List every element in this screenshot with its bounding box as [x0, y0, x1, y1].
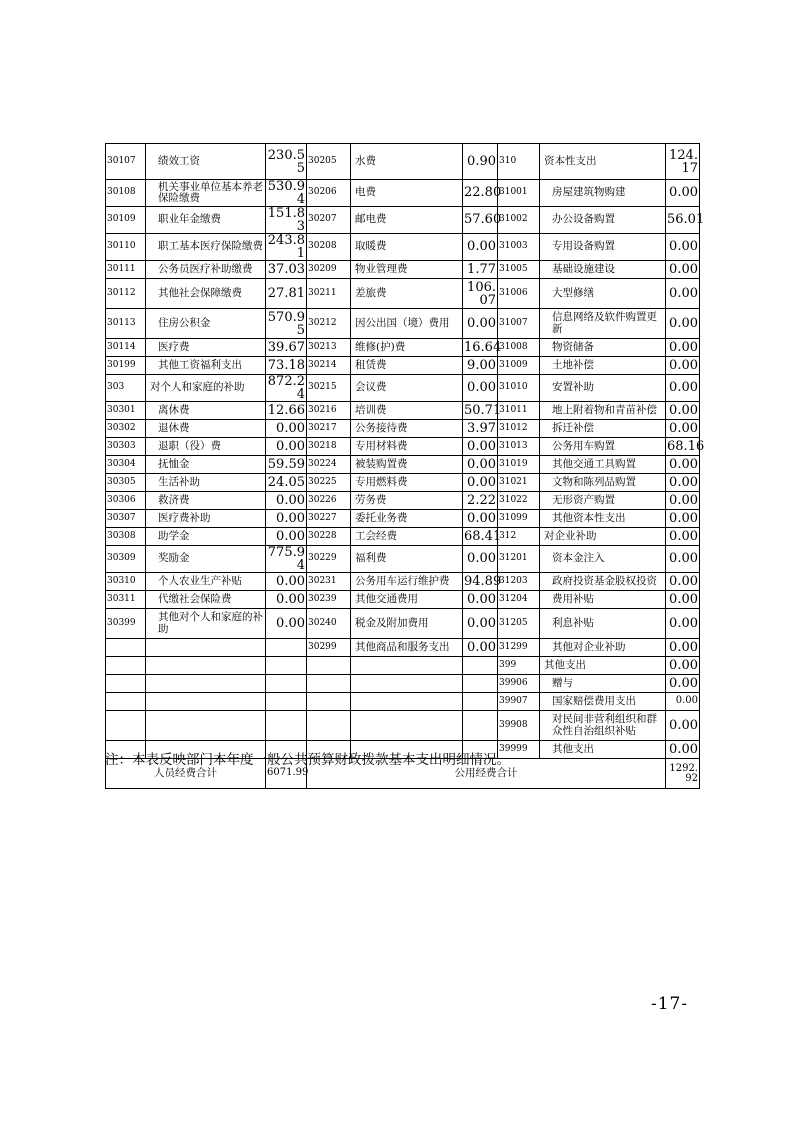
- amount-cell: 0.00: [463, 609, 498, 639]
- account-name-cell: 租赁费: [351, 357, 463, 375]
- account-name-cell: [351, 657, 463, 675]
- amount-cell: 9.00: [463, 357, 498, 375]
- account-name-cell: 福利费: [351, 546, 463, 573]
- account-name-cell: 费用补贴: [540, 591, 666, 609]
- account-code-cell: 31022: [498, 492, 540, 510]
- account-name-cell: 其他工资福利支出: [146, 357, 266, 375]
- account-name-cell: 税金及附加费用: [351, 609, 463, 639]
- amount-cell: 39.67: [266, 339, 307, 357]
- account-code-cell: [307, 657, 351, 675]
- account-code-cell: 30306: [106, 492, 146, 510]
- table-row: [106, 546, 700, 573]
- account-code-cell: 39999: [498, 741, 540, 759]
- account-name-cell: 专用设备购置: [540, 234, 666, 261]
- table-note: 注：本表反映部门本年度一般公共预算财政拨款基本支出明细情况。: [105, 752, 510, 768]
- account-code-cell: 30217: [307, 420, 351, 438]
- account-name-cell: 专用材料费: [351, 438, 463, 456]
- table-row: [106, 339, 700, 357]
- account-code-cell: 31019: [498, 456, 540, 474]
- account-code-cell: [307, 711, 351, 741]
- account-name-cell: 基础设施建设: [540, 261, 666, 279]
- account-name-cell: 培训费: [351, 402, 463, 420]
- table-row: [106, 402, 700, 420]
- table-row: [106, 657, 700, 675]
- account-name-cell: 其他支出: [540, 741, 666, 759]
- amount-cell: 1.77: [463, 261, 498, 279]
- account-code-cell: 30218: [307, 438, 351, 456]
- account-name-cell: 救济费: [146, 492, 266, 510]
- amount-cell: 0.00: [266, 510, 307, 528]
- account-code-cell: 30111: [106, 261, 146, 279]
- amount-cell: 0.00: [463, 474, 498, 492]
- amount-cell: 0.00: [666, 546, 700, 573]
- amount-cell: 0.00: [266, 528, 307, 546]
- table-row: [106, 456, 700, 474]
- account-code-cell: 31001: [498, 180, 540, 207]
- amount-cell: 0.00: [666, 492, 700, 510]
- amount-cell: 0.00: [666, 339, 700, 357]
- amount-cell: 0.00: [666, 609, 700, 639]
- account-code-cell: 30231: [307, 573, 351, 591]
- amount-cell: 0.00: [666, 510, 700, 528]
- account-code-cell: [106, 657, 146, 675]
- amount-cell: 0.00: [666, 456, 700, 474]
- account-code-cell: 30205: [307, 144, 351, 180]
- account-code-cell: 31002: [498, 207, 540, 234]
- table-row: [106, 420, 700, 438]
- account-code-cell: 30309: [106, 546, 146, 573]
- amount-cell: 0.00: [463, 546, 498, 573]
- table-row: [106, 591, 700, 609]
- account-name-cell: 被装购置费: [351, 456, 463, 474]
- account-code-cell: 30303: [106, 438, 146, 456]
- account-code-cell: 31007: [498, 309, 540, 339]
- account-name-cell: 助学金: [146, 528, 266, 546]
- account-name-cell: 水费: [351, 144, 463, 180]
- account-code-cell: 310: [498, 144, 540, 180]
- table-row: [106, 234, 700, 261]
- account-code-cell: 30112: [106, 279, 146, 309]
- account-code-cell: 30110: [106, 234, 146, 261]
- table-row: [106, 261, 700, 279]
- account-code-cell: 31012: [498, 420, 540, 438]
- account-name-cell: 其他商品和服务支出: [351, 639, 463, 657]
- account-name-cell: 奖励金: [146, 546, 266, 573]
- amount-cell: 530.94: [266, 180, 307, 207]
- account-name-cell: 抚恤金: [146, 456, 266, 474]
- account-code-cell: [106, 639, 146, 657]
- table-row: [106, 573, 700, 591]
- account-code-cell: 30304: [106, 456, 146, 474]
- account-name-cell: [146, 693, 266, 711]
- account-code-cell: 31201: [498, 546, 540, 573]
- account-name-cell: 劳务费: [351, 492, 463, 510]
- amount-cell: 0.00: [463, 375, 498, 402]
- amount-cell: 230.55: [266, 144, 307, 180]
- amount-cell: 56.01: [666, 207, 700, 234]
- account-name-cell: 政府投资基金股权投资: [540, 573, 666, 591]
- basic-expenditure-table: [105, 143, 705, 789]
- account-code-cell: 30302: [106, 420, 146, 438]
- table-row: [106, 279, 700, 309]
- table-row: [106, 711, 700, 741]
- amount-cell: 68.41: [464, 528, 502, 544]
- account-name-cell: 因公出国（境）费用: [351, 309, 463, 339]
- amount-cell: 872.24: [266, 375, 307, 402]
- account-code-cell: 30114: [106, 339, 146, 357]
- account-code-cell: 30215: [307, 375, 351, 402]
- account-code-cell: 303: [106, 375, 146, 402]
- amount-cell: 0.00: [666, 309, 700, 339]
- account-name-cell: 对民间非营利组织和群众性自治组织补贴: [540, 711, 666, 741]
- amount-cell: 0.00: [666, 675, 700, 693]
- account-code-cell: 30213: [307, 339, 351, 357]
- account-code-cell: 30301: [106, 402, 146, 420]
- amount-cell: 124.17: [666, 144, 700, 180]
- account-name-cell: 职业年金缴费: [146, 207, 266, 234]
- account-code-cell: 30214: [307, 357, 351, 375]
- account-code-cell: 30225: [307, 474, 351, 492]
- account-code-cell: 31204: [498, 591, 540, 609]
- account-code-cell: 31299: [498, 639, 540, 657]
- account-name-cell: 公务接待费: [351, 420, 463, 438]
- table-row: [106, 675, 700, 693]
- table-row: [106, 207, 700, 234]
- amount-cell: 0.00: [463, 438, 498, 456]
- account-code-cell: 30208: [307, 234, 351, 261]
- amount-cell: 22.80: [463, 180, 498, 207]
- account-name-cell: 其他社会保障缴费: [146, 279, 266, 309]
- amount-cell: 0.00: [666, 279, 700, 309]
- account-code-cell: 30227: [307, 510, 351, 528]
- account-code-cell: 31099: [498, 510, 540, 528]
- account-code-cell: 31005: [498, 261, 540, 279]
- account-name-cell: 其他交通费用: [351, 591, 463, 609]
- amount-cell: 0.00: [666, 474, 700, 492]
- account-code-cell: 30240: [307, 609, 351, 639]
- account-name-cell: 物业管理费: [351, 261, 463, 279]
- account-code-cell: 30207: [307, 207, 351, 234]
- amount-cell: 0.00: [266, 591, 307, 609]
- amount-cell: 0.00: [666, 528, 700, 546]
- table-row: [106, 510, 700, 528]
- account-code-cell: 30310: [106, 573, 146, 591]
- amount-cell: 570.95: [266, 309, 307, 339]
- account-name-cell: 医疗费: [146, 339, 266, 357]
- amount-cell: 0.00: [463, 510, 498, 528]
- amount-cell: 0.00: [666, 402, 700, 420]
- account-code-cell: 30211: [307, 279, 351, 309]
- account-name-cell: [351, 675, 463, 693]
- account-name-cell: 国家赔偿费用支出: [540, 693, 666, 711]
- account-code-cell: 30226: [307, 492, 351, 510]
- account-name-cell: 办公设备购置: [540, 207, 666, 234]
- amount-cell: 0.00: [666, 591, 700, 609]
- amount-cell: [463, 693, 498, 711]
- amount-cell: 73.18: [266, 357, 307, 375]
- account-name-cell: 公务用车运行维护费: [351, 573, 463, 591]
- account-name-cell: 其他交通工具购置: [540, 456, 666, 474]
- amount-cell: [266, 711, 307, 741]
- amount-cell: 57.60: [463, 207, 498, 234]
- amount-cell: 0.00: [666, 357, 700, 375]
- amount-cell: [266, 657, 307, 675]
- account-code-cell: 31008: [498, 339, 540, 357]
- table-row: [106, 693, 700, 711]
- account-name-cell: 差旅费: [351, 279, 463, 309]
- account-code-cell: 31203: [498, 573, 540, 591]
- account-name-cell: 绩效工资: [146, 144, 266, 180]
- amount-cell: [266, 693, 307, 711]
- account-code-cell: 30308: [106, 528, 146, 546]
- amount-cell: 2.22: [463, 492, 498, 510]
- account-name-cell: [351, 693, 463, 711]
- account-code-cell: 30228: [307, 528, 351, 546]
- account-name-cell: 对企业补助: [540, 528, 666, 546]
- page-number: -17-: [651, 994, 689, 1014]
- account-code-cell: 30299: [307, 639, 351, 657]
- amount-cell: 0.00: [463, 456, 498, 474]
- account-code-cell: 31011: [498, 402, 540, 420]
- account-code-cell: 30229: [307, 546, 351, 573]
- account-name-cell: 房屋建筑物购建: [540, 180, 666, 207]
- account-code-cell: 30113: [106, 309, 146, 339]
- table-row: [106, 492, 700, 510]
- account-code-cell: 31006: [498, 279, 540, 309]
- public-total-label: 公用经费合计: [307, 759, 666, 789]
- account-name-cell: 会议费: [351, 375, 463, 402]
- amount-cell: [463, 675, 498, 693]
- account-name-cell: 邮电费: [351, 207, 463, 234]
- account-name-cell: 其他支出: [540, 657, 666, 675]
- account-name-cell: 公务员医疗补助缴费: [146, 261, 266, 279]
- account-name-cell: 对个人和家庭的补助: [146, 375, 266, 402]
- amount-cell: 106.07: [463, 279, 498, 309]
- amount-cell: 27.81: [266, 279, 307, 309]
- account-code-cell: [106, 675, 146, 693]
- personnel-total-value: 6071.99: [266, 759, 307, 789]
- account-code-cell: 30108: [106, 180, 146, 207]
- amount-cell: 50.71: [464, 402, 502, 418]
- account-code-cell: 30305: [106, 474, 146, 492]
- account-name-cell: 其他对企业补助: [540, 639, 666, 657]
- amount-cell: 0.00: [666, 639, 700, 657]
- account-name-cell: [146, 639, 266, 657]
- account-name-cell: 维修(护)费: [351, 339, 463, 357]
- account-name-cell: 取暖费: [351, 234, 463, 261]
- account-name-cell: 住房公积金: [146, 309, 266, 339]
- account-code-cell: 30109: [106, 207, 146, 234]
- table-body: [106, 144, 705, 789]
- amount-cell: 0.00: [666, 180, 700, 207]
- amount-cell: 0.00: [266, 420, 307, 438]
- account-code-cell: 31010: [498, 375, 540, 402]
- account-name-cell: 物资储备: [540, 339, 666, 357]
- account-code-cell: 30239: [307, 591, 351, 609]
- amount-cell: 0.00: [666, 375, 700, 402]
- account-name-cell: 地上附着物和青苗补偿: [540, 402, 666, 420]
- public-total-value: 1292.92: [666, 759, 700, 789]
- account-code-cell: 31003: [498, 234, 540, 261]
- account-code-cell: 31205: [498, 609, 540, 639]
- account-name-cell: 其他对个人和家庭的补助: [146, 609, 266, 639]
- account-name-cell: 机关事业单位基本养老保险缴费: [146, 180, 266, 207]
- account-name-cell: 无形资产购置: [540, 492, 666, 510]
- account-name-cell: 个人农业生产补贴: [146, 573, 266, 591]
- amount-cell: 3.97: [463, 420, 498, 438]
- account-name-cell: 土地补偿: [540, 357, 666, 375]
- account-name-cell: 医疗费补助: [146, 510, 266, 528]
- amount-cell: 0.00: [463, 591, 498, 609]
- account-code-cell: [106, 711, 146, 741]
- amount-cell: 0.00: [666, 261, 700, 279]
- table-row: [106, 144, 700, 180]
- account-code-cell: 30209: [307, 261, 351, 279]
- amount-cell: 24.05: [266, 474, 307, 492]
- table-row: [106, 528, 700, 546]
- amount-cell: 59.59: [266, 456, 307, 474]
- amount-cell: 0.00: [666, 234, 700, 261]
- amount-cell: [463, 657, 498, 675]
- amount-cell: 0.00: [666, 711, 700, 741]
- account-name-cell: 专用燃料费: [351, 474, 463, 492]
- account-name-cell: 文物和陈列品购置: [540, 474, 666, 492]
- account-name-cell: 大型修缮: [540, 279, 666, 309]
- amount-cell: 0.00: [666, 693, 700, 711]
- amount-cell: 0.00: [266, 438, 307, 456]
- table-row: [106, 438, 700, 456]
- amount-cell: 243.81: [266, 234, 307, 261]
- amount-cell: 16.64: [464, 339, 502, 355]
- account-code-cell: 31021: [498, 474, 540, 492]
- personnel-total-label: 人员经费合计: [106, 759, 266, 789]
- account-name-cell: 资本金注入: [540, 546, 666, 573]
- account-name-cell: 赠与: [540, 675, 666, 693]
- account-name-cell: 工会经费: [351, 528, 463, 546]
- account-name-cell: 安置补助: [540, 375, 666, 402]
- account-code-cell: 31013: [498, 438, 540, 456]
- account-name-cell: 委托业务费: [351, 510, 463, 528]
- account-code-cell: [307, 693, 351, 711]
- amount-cell: 94.89: [464, 573, 502, 589]
- amount-cell: 0.90: [463, 144, 498, 180]
- account-code-cell: 39908: [498, 711, 540, 741]
- table-row: [106, 609, 700, 639]
- account-name-cell: 拆迁补偿: [540, 420, 666, 438]
- account-code-cell: 30224: [307, 456, 351, 474]
- amount-cell: 0.00: [266, 609, 307, 639]
- amount-cell: 0.00: [666, 657, 700, 675]
- account-code-cell: 30307: [106, 510, 146, 528]
- account-name-cell: 退职（役）费: [146, 438, 266, 456]
- amount-cell: [266, 639, 307, 657]
- account-name-cell: [351, 711, 463, 741]
- account-name-cell: [146, 675, 266, 693]
- account-code-cell: 312: [498, 528, 540, 546]
- amount-cell: 0.00: [266, 492, 307, 510]
- amount-cell: 12.66: [266, 402, 307, 420]
- amount-cell: 0.00: [666, 573, 700, 591]
- account-code-cell: [106, 693, 146, 711]
- account-code-cell: 30399: [106, 609, 146, 639]
- amount-cell: 0.00: [666, 741, 700, 759]
- account-code-cell: 30212: [307, 309, 351, 339]
- amount-cell: 0.00: [666, 420, 700, 438]
- amount-cell: 0.00: [463, 234, 498, 261]
- account-name-cell: 其他资本性支出: [540, 510, 666, 528]
- account-code-cell: 39907: [498, 693, 540, 711]
- account-code-cell: 30199: [106, 357, 146, 375]
- account-name-cell: 信息网络及软件购置更新: [540, 309, 666, 339]
- amount-cell: [266, 675, 307, 693]
- table-row: [106, 474, 700, 492]
- account-name-cell: [146, 657, 266, 675]
- account-name-cell: 退休费: [146, 420, 266, 438]
- account-name-cell: 离休费: [146, 402, 266, 420]
- amount-cell: 68.16: [667, 438, 705, 454]
- amount-cell: 151.83: [266, 207, 307, 234]
- account-code-cell: 30216: [307, 402, 351, 420]
- table-row: [106, 357, 700, 375]
- account-code-cell: 30107: [106, 144, 146, 180]
- amount-cell: 775.94: [266, 546, 307, 573]
- account-code-cell: 30311: [106, 591, 146, 609]
- account-code-cell: 39906: [498, 675, 540, 693]
- account-name-cell: 利息补贴: [540, 609, 666, 639]
- account-name-cell: [146, 711, 266, 741]
- account-name-cell: 代缴社会保险费: [146, 591, 266, 609]
- table-row: [106, 309, 700, 339]
- account-code-cell: [307, 675, 351, 693]
- amount-cell: 0.00: [463, 309, 498, 339]
- account-name-cell: 资本性支出: [540, 144, 666, 180]
- amount-cell: 0.00: [463, 639, 498, 657]
- amount-cell: 37.03: [266, 261, 307, 279]
- account-name-cell: 生活补助: [146, 474, 266, 492]
- amount-cell: 0.00: [266, 573, 307, 591]
- account-code-cell: 31009: [498, 357, 540, 375]
- account-name-cell: 电费: [351, 180, 463, 207]
- account-code-cell: 399: [498, 657, 540, 675]
- account-name-cell: 公务用车购置: [540, 438, 666, 456]
- account-name-cell: 职工基本医疗保险缴费: [146, 234, 266, 261]
- table-row: [106, 180, 700, 207]
- account-code-cell: 30206: [307, 180, 351, 207]
- amount-cell: [463, 711, 498, 741]
- table-row: [106, 639, 700, 657]
- table-row: [106, 375, 700, 402]
